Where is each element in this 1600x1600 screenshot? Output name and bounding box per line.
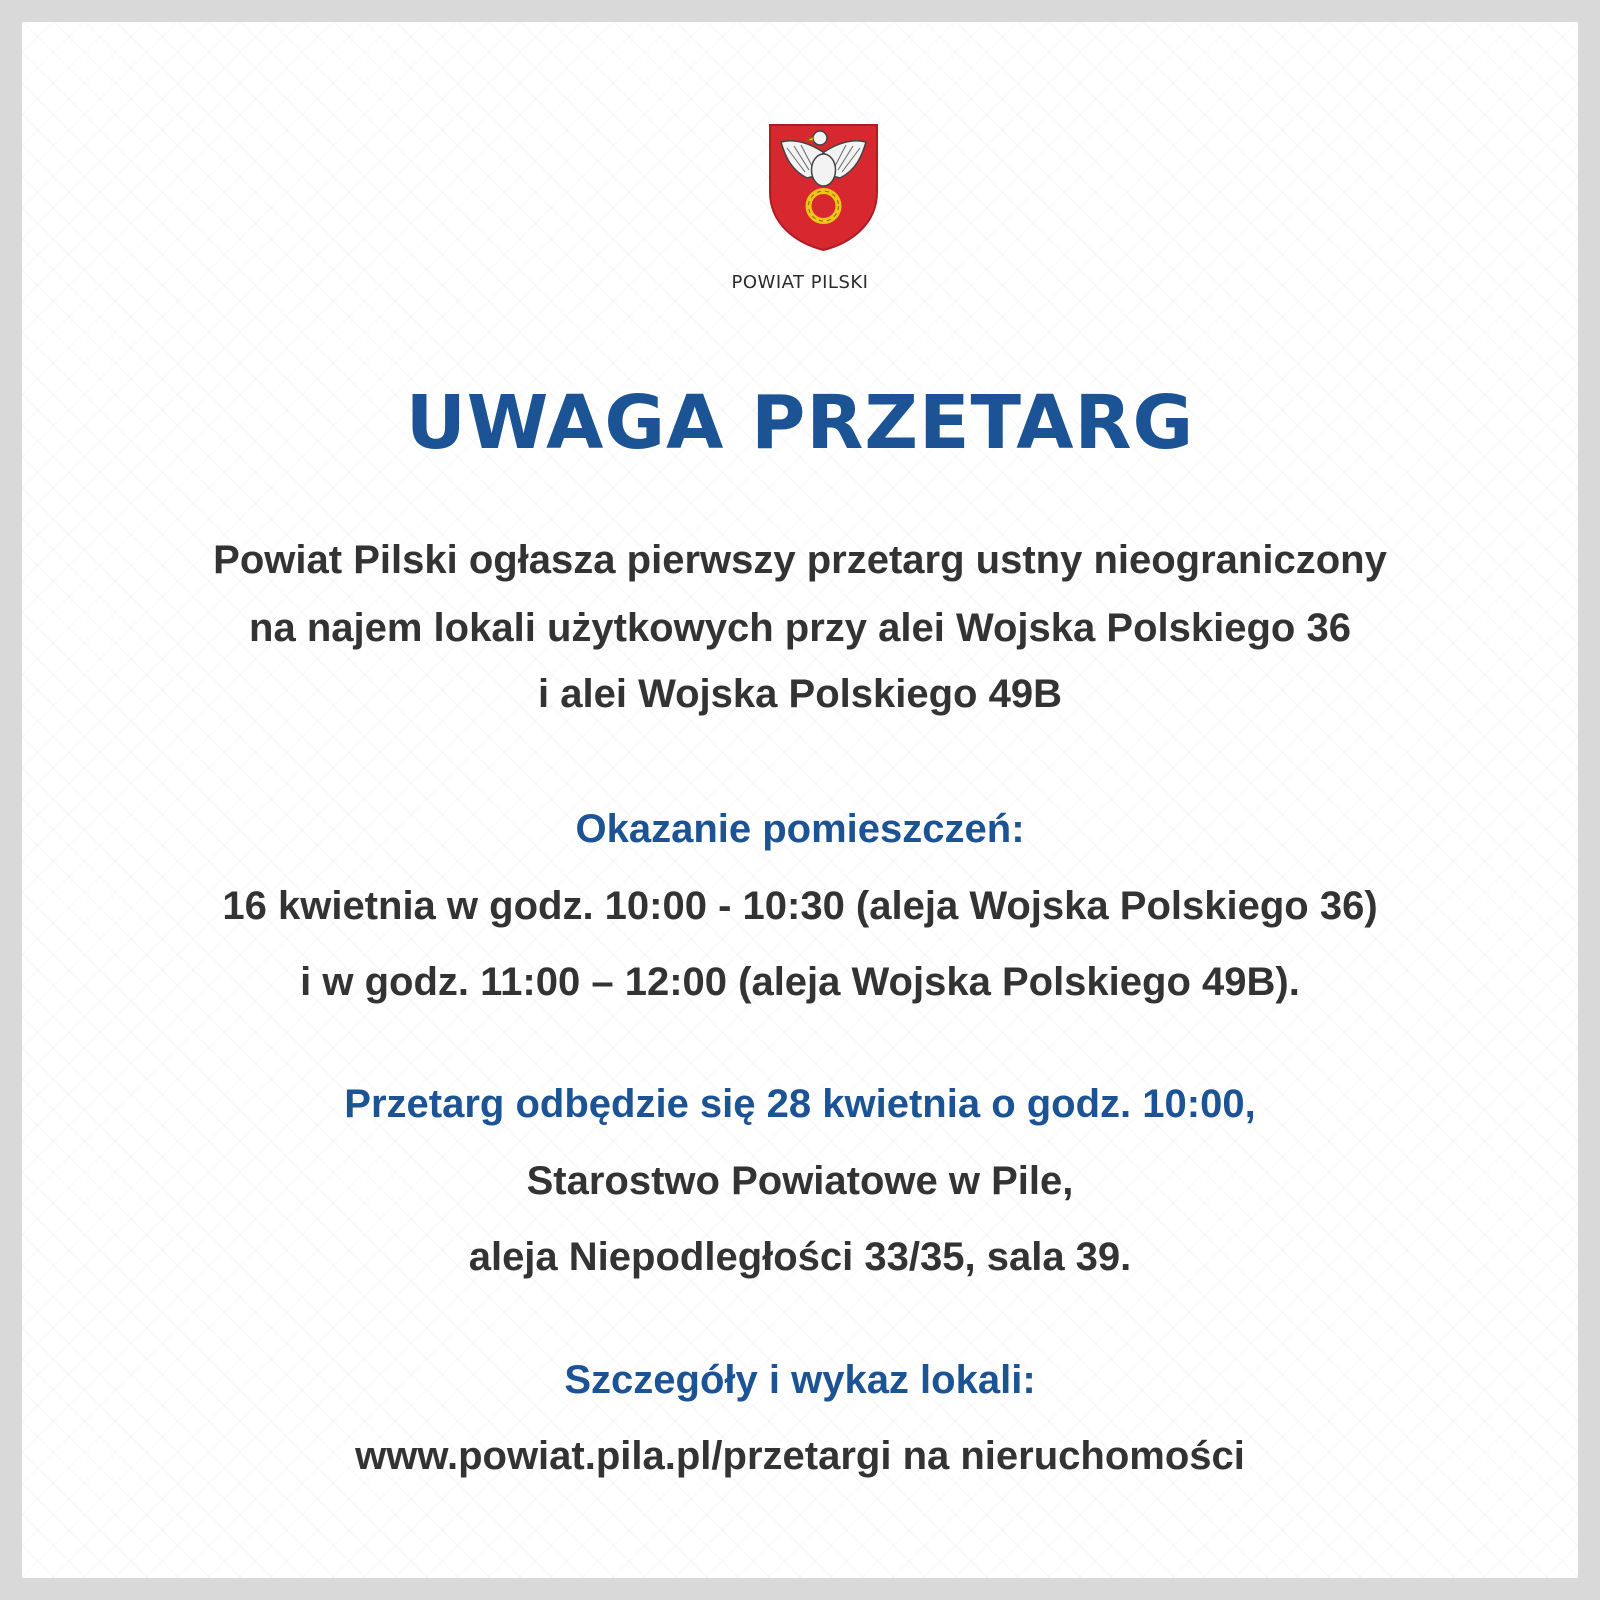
viewing-line-1: 16 kwietnia w godz. 10:00 - 10:30 (aleja Wojska Polskiego 36) (222, 884, 1378, 928)
page-title: UWAGA PRZETARG (405, 380, 1195, 466)
auction-location-line-2: aleja Niepodległości 33/35, sala 39. (468, 1235, 1132, 1279)
coat-of-arms-icon (767, 122, 880, 253)
details-heading: Szczegóły i wykaz lokali: (564, 1358, 1036, 1402)
viewing-heading: Okazanie pomieszczeń: (575, 807, 1025, 851)
announcement-line-3: i alei Wojska Polskiego 49B (538, 672, 1062, 716)
announcement-line-1: Powiat Pilski ogłasza pierwszy przetarg ustny nieograniczony (213, 538, 1387, 582)
auction-location-line-1: Starostwo Powiatowe w Pile, (526, 1159, 1074, 1203)
logo-caption: POWIAT PILSKI (731, 272, 869, 293)
announcement-line-2: na najem lokali użytkowych przy alei Wojska Polskiego 36 (249, 606, 1351, 650)
auction-heading: Przetarg odbędzie się 28 kwietnia o godz. 10:00, (344, 1082, 1256, 1126)
details-url: www.powiat.pila.pl/przetargi na nieruchomości (355, 1434, 1245, 1478)
viewing-line-2: i w godz. 11:00 – 12:00 (aleja Wojska Polskiego 49B). (300, 960, 1300, 1004)
announcement-card (22, 22, 1578, 1578)
